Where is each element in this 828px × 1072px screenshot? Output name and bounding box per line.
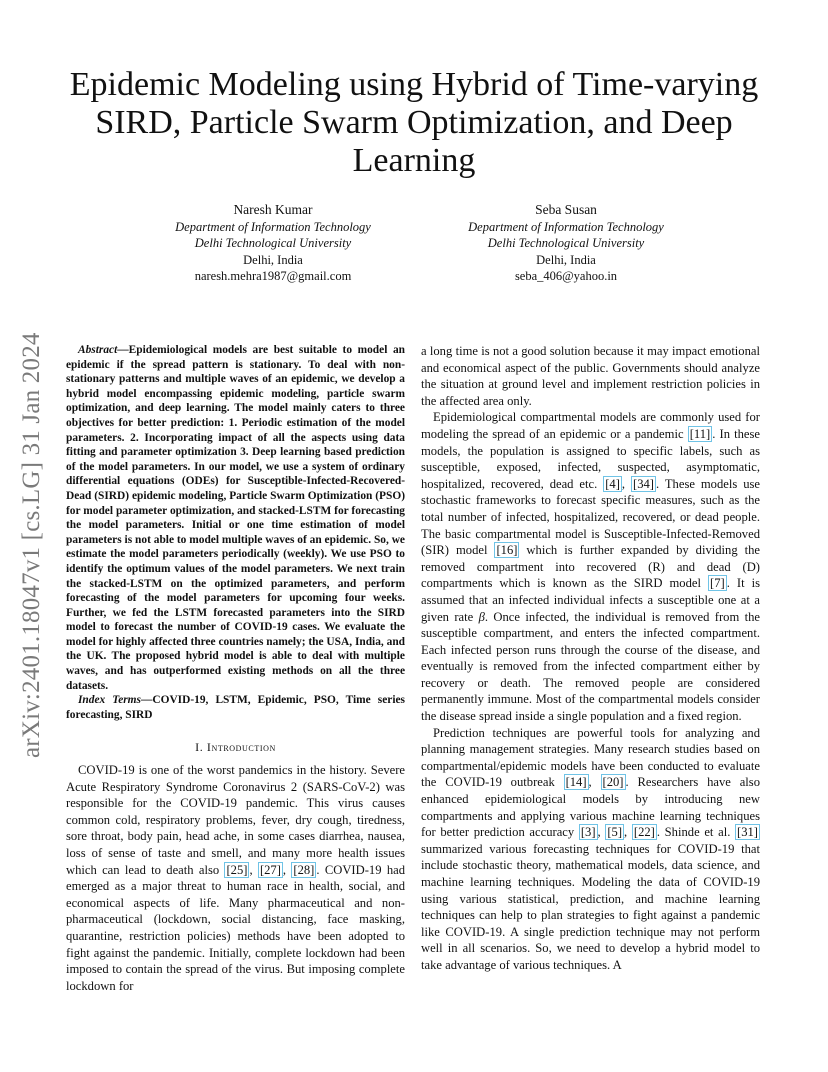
text-run: . In these models, the population is assigned to specific labels, such as susceptible, exposed, infected, suspected, asymptomatic, hospitalized, recovered, dead etc. [421,426,761,491]
text-run: . COVID-19 had emerged as a major threat to human race in health, social, and economical aspects of life. Many pharmaceutical and non-pharmaceutical (lockdown, social distancing, face masking, quarantine, restriction policies) methods have been adopted to fight against the pandemic. Initially, complete lockdown had been imposed to contain the spread of the virus. But imposing complete lockdown for [66,862,406,993]
author-university: Delhi Technological University [487,236,645,250]
author-email: naresh.mehra1987@gmail.com [194,269,352,283]
citation-link[interactable]: [14] [565,775,587,790]
citation-link[interactable]: [20] [602,775,624,790]
text-run: COVID-19 is one of the worst pandemics in the history. Severe Acute Respiratory Syndrome Coronavirus 2 (SARS-CoV-2) was responsible for the COVID-19 pandemic. This virus causes common cold, respiratory problems, fever, dry cough, tiredness, sore throat, body pain, head ache, in some cases diarrhea, nausea, loss of sense of taste and smell, and many more health issues which can lead to death also [66,763,405,877]
author-name: Seba Susan [535,202,597,217]
text-run: , [621,476,631,491]
citation-link[interactable]: [34] [633,476,654,491]
citation-link[interactable]: [5] [607,825,623,840]
citation-link[interactable]: [28] [293,862,315,877]
text-run: Epidemiological compartmental models are commonly used for modeling the spread of an epidemic or a pandemic [421,410,760,441]
section-heading-introduction [66,739,405,756]
intro-paragraph-1 [66,762,405,994]
arxiv-identifier: arXiv:2401.18047v1 [cs.LG] 31 Jan 2024 [18,332,45,758]
text-run: , [282,862,292,877]
text-run: . It is assumed that an infected individual infects a susceptible one at a given rate [421,576,760,624]
text-run: . Shinde et al. [656,825,736,840]
citation-link[interactable]: [4] [605,476,620,491]
citation-link[interactable]: [11] [689,426,711,441]
text-run: , [624,825,632,840]
citation-link[interactable]: [7] [710,576,725,591]
citation-link[interactable]: [27] [259,862,281,877]
author-city: Delhi, India [536,252,596,267]
citation-link[interactable]: [3] [580,825,596,840]
section-number: I. [195,740,207,755]
citation-link[interactable]: [31] [737,825,758,840]
citation-link[interactable]: [22] [633,825,655,840]
intro-paragraph-2 [421,409,760,724]
author-department: Department of Information Technology [468,219,664,234]
abstract [66,343,405,693]
author-block-2 [416,202,716,285]
text-run: which is further expanded by dividing the removed compartment into recovered (R) and dead (D) compartments which is known as the SIRD model [421,543,761,591]
author-name: Naresh Kumar [233,202,313,217]
section-title: Introduction [206,740,276,755]
beta-symbol: β [478,609,485,624]
index-terms-text: —COVID-19, LSTM, Epidemic, PSO, Time series forecasting, SIRD [66,694,405,721]
text-run: , [249,862,258,877]
text-run: Prediction techniques are powerful tools for analyzing and planning management strategies. Many research studies based on compartmental/epidemic models have been conducted to evaluate the COVID-19 outbreak [421,725,760,790]
author-university: Delhi Technological University [194,236,352,250]
citation-link[interactable]: [16] [496,543,518,558]
left-column [66,343,405,994]
index-terms [66,693,405,722]
abstract-text: —Epidemiological models are best suitable to model an epidemic if the spread pattern is stationary. To deal with non-stationary patterns and multiple waves of an epidemic, we develop a hybrid model encompassing epidemic modeling, particle swarm optimization, and deep learning. The model mainly caters to three objectives for better prediction: 1. Periodic estimation of the model parameters. 2. Incorporating impact of all the aspects using data fitting and parameter optimization 3. Deep learning based prediction of the model parameters. In our model, we use a system of ordinary differential equations (ODEs) for Susceptible-Infected-Recovered-Dead (SIRD) epidemic modeling, Particle Swarm Optimization (PSO) for model parameter optimization, and stacked-LSTM for forecasting the model parameters. Initial or one time estimation of model parameters is not able to model multiple waves of an epidemic. So, we estimate the model parameters periodically (weekly). We use PSO to identify the optimum values of the model parameters. We next train the stacked-LSTM on the optimized parameters, and perform forecasting of the model parameters for upcoming four weeks. Further, we fed the LSTM forecasted parameters into the SIRD model to forecast the number of COVID-19 cases. We evaluate the model for highly affected three countries namely; the USA, India, and the UK. The proposed hybrid model is able to deal with multiple waves, and has outperformed existing methods on all the three datasets. [66,344,405,692]
text-run: , [597,825,606,840]
paper-title: Epidemic Modeling using Hybrid of Time-varying SIRD, Particle Swarm Optimization, and Deep Learning [69,66,759,179]
text-run: , [588,775,601,790]
author-city: Delhi, India [243,252,303,267]
text-run: . These models use stochastic frameworks to forecast specific measures, such as the total number of infected, hospitalized, recovered, or dead people. The basic compartmental model is Susceptible-Infected-Removed (SIR) model [421,476,761,558]
abstract-lead: Abstract [78,344,118,356]
intro-paragraph-3 [421,725,760,974]
text-run: summarized various forecasting techniques for COVID-19 that include stochastic theory, mathematical models, data science, and machine learning techniques. Modeling the data of COVID-19 using various statistical, prediction, and machine learning techniques can help to plan strategies to fight against a pandemic like COVID-19. A single prediction technique may not perform well in all scenarios. So, we need to develop a hybrid model to take advantage of various techniques. A [421,841,760,972]
text-run: . Researchers have also enhanced epidemiological models by introducing new compartments and applying various machine learning techniques for better prediction accuracy [421,775,760,840]
intro-paragraph-1-continued: a long time is not a good solution because it may impact emotional and economical aspect of the public. Governments should analyze the situation at ground level and implement restriction policies in the affected area only. [421,344,760,408]
author-block-1 [123,202,423,285]
index-terms-lead: Index Terms [78,694,141,707]
author-email: seba_406@yahoo.in [514,269,618,283]
text-run: . Once infected, the individual is removed from the susceptible compartment, and enters the infected compartment. Each infected person runs through the course of the disease, and eventually is removed from the infected compartment either by recovery or death. The removed people are considered permanently immune. Most of the compartmental models consider the disease spread inside a single population and a fixed region. [421,609,760,724]
right-column [421,343,760,974]
citation-link[interactable]: [25] [226,862,248,877]
author-department: Department of Information Technology [175,219,371,234]
